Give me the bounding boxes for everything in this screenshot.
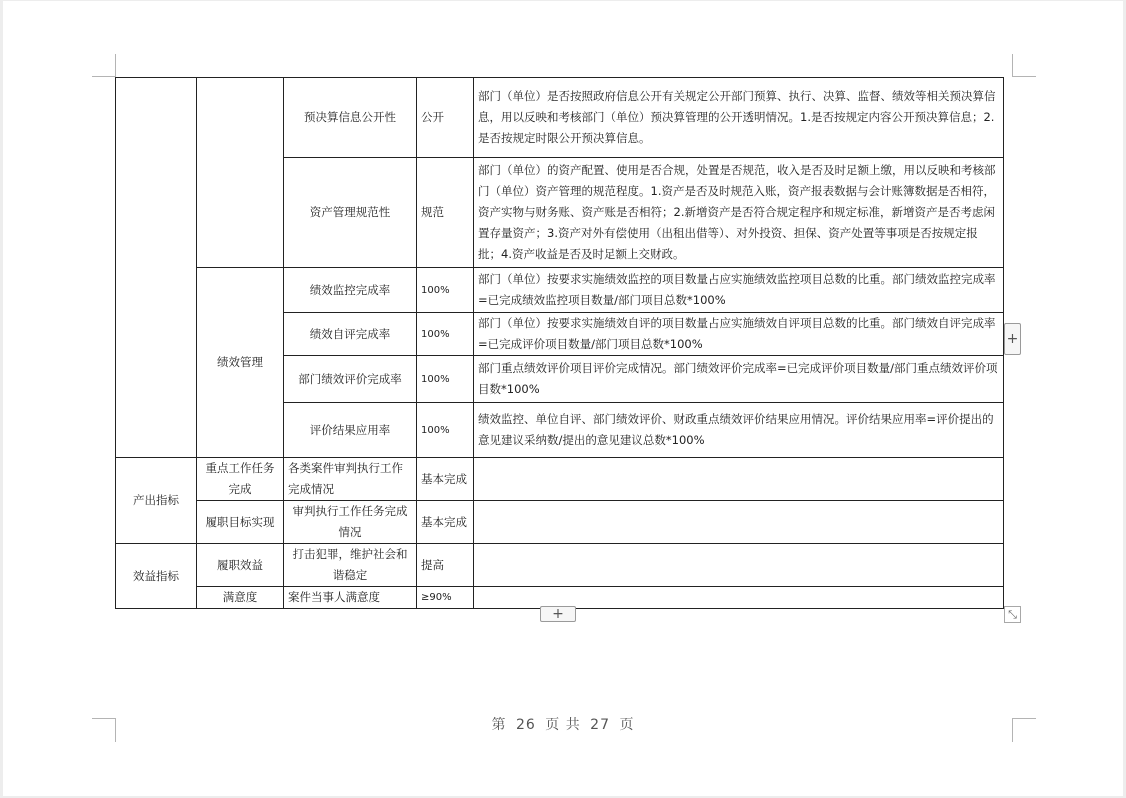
plus-icon: + xyxy=(1006,331,1019,347)
table-row xyxy=(116,458,1004,501)
footer-suffix: 页 xyxy=(619,717,635,733)
plus-icon: + xyxy=(552,606,564,622)
description-cell[interactable] xyxy=(474,544,1004,587)
table-row xyxy=(116,78,1004,158)
table-row xyxy=(116,268,1004,313)
level3-cell[interactable]: 绩效监控完成率 xyxy=(284,268,417,313)
level1-cell[interactable]: 产出指标 xyxy=(116,458,197,544)
level3-cell[interactable]: 各类案件审判执行工作完成情况 xyxy=(284,458,417,501)
target-value-cell[interactable]: 提高 xyxy=(417,544,474,587)
level2-cell[interactable] xyxy=(197,78,284,268)
crop-mark-top-left-vertical xyxy=(115,54,116,77)
level1-cell[interactable]: 效益指标 xyxy=(116,544,197,609)
target-value-cell[interactable]: 公开 xyxy=(417,78,474,158)
level3-cell[interactable]: 打击犯罪，维护社会和谐稳定 xyxy=(284,544,417,587)
crop-mark-top-left xyxy=(92,76,116,77)
description-cell[interactable]: 部门（单位）的资产配置、使用是否合规，处置是否规范，收入是否及时足额上缴，用以反映和考核部门（单位）资产管理的规范程度。1.资产是否及时规范入账，资产报表数据与会计账簿数据是否相符，资产实物与财务账、资产账是否相符；2.新增资产是否符合规定程序和规定标准，新增资产是否考虑闲置存量资产；3.资产对外有偿使用（出租出借等）、对外投资、担保、资产处置等事项是否按规定报批；4.资产收益是否及时足额上交财政。 xyxy=(474,158,1004,268)
level1-cell[interactable] xyxy=(116,78,197,458)
target-value-cell[interactable]: 规范 xyxy=(417,158,474,268)
level2-cell[interactable]: 履职目标实现 xyxy=(197,501,284,544)
table-resize-handle[interactable] xyxy=(1004,606,1021,623)
performance-indicator-table xyxy=(115,77,1004,609)
page-footer xyxy=(0,714,1126,734)
crop-mark-top-right-vertical xyxy=(1012,54,1013,77)
target-value-cell[interactable]: 基本完成 xyxy=(417,458,474,501)
total-page-number: 27 xyxy=(590,717,610,733)
footer-middle: 页 共 xyxy=(545,717,581,733)
resize-arrow-icon: ⤡ xyxy=(1008,607,1017,621)
description-cell[interactable] xyxy=(474,501,1004,544)
target-value-cell[interactable]: 100% xyxy=(417,403,474,458)
level3-cell[interactable]: 案件当事人满意度 xyxy=(284,587,417,609)
description-cell[interactable]: 绩效监控、单位自评、部门绩效评价、财政重点绩效评价结果应用情况。评价结果应用率=评价提出的意见建议采纳数/提出的意见建议总数*100% xyxy=(474,403,1004,458)
target-value-cell[interactable]: 100% xyxy=(417,268,474,313)
target-value-cell[interactable]: 基本完成 xyxy=(417,501,474,544)
add-column-button[interactable] xyxy=(1004,323,1021,355)
level3-cell[interactable]: 部门绩效评价完成率 xyxy=(284,356,417,403)
target-value-cell[interactable]: 100% xyxy=(417,356,474,403)
level3-cell[interactable]: 审判执行工作任务完成情况 xyxy=(284,501,417,544)
description-cell[interactable] xyxy=(474,458,1004,501)
add-row-button[interactable] xyxy=(540,606,576,622)
description-cell[interactable]: 部门（单位）按要求实施绩效监控的项目数量占应实施绩效监控项目总数的比重。部门绩效监控完成率=已完成绩效监控项目数量/部门项目总数*100% xyxy=(474,268,1004,313)
level3-cell[interactable]: 评价结果应用率 xyxy=(284,403,417,458)
table-row xyxy=(116,544,1004,587)
description-cell[interactable]: 部门重点绩效评价项目评价完成情况。部门绩效评价完成率=已完成评价项目数量/部门重点绩效评价项目数*100% xyxy=(474,356,1004,403)
crop-mark-top-right xyxy=(1012,76,1036,77)
level2-cell[interactable]: 重点工作任务完成 xyxy=(197,458,284,501)
level2-cell[interactable]: 绩效管理 xyxy=(197,268,284,458)
level3-cell[interactable]: 资产管理规范性 xyxy=(284,158,417,268)
level3-cell[interactable]: 绩效自评完成率 xyxy=(284,313,417,356)
level2-cell[interactable]: 履职效益 xyxy=(197,544,284,587)
description-cell[interactable]: 部门（单位）是否按照政府信息公开有关规定公开部门预算、执行、决算、监督、绩效等相关预决算信息，用以反映和考核部门（单位）预决算管理的公开透明情况。1.是否按规定内容公开预决算信息；2.是否按规定时限公开预决算信息。 xyxy=(474,78,1004,158)
target-value-cell[interactable]: 100% xyxy=(417,313,474,356)
footer-prefix: 第 xyxy=(491,717,507,733)
description-cell[interactable]: 部门（单位）按要求实施绩效自评的项目数量占应实施绩效自评项目总数的比重。部门绩效自评完成率=已完成评价项目数量/部门项目总数*100% xyxy=(474,313,1004,356)
table-row xyxy=(116,501,1004,544)
level2-cell[interactable]: 满意度 xyxy=(197,587,284,609)
current-page-number: 26 xyxy=(515,717,536,733)
target-value-cell[interactable]: ≥90% xyxy=(417,587,474,609)
level3-cell[interactable]: 预决算信息公开性 xyxy=(284,78,417,158)
